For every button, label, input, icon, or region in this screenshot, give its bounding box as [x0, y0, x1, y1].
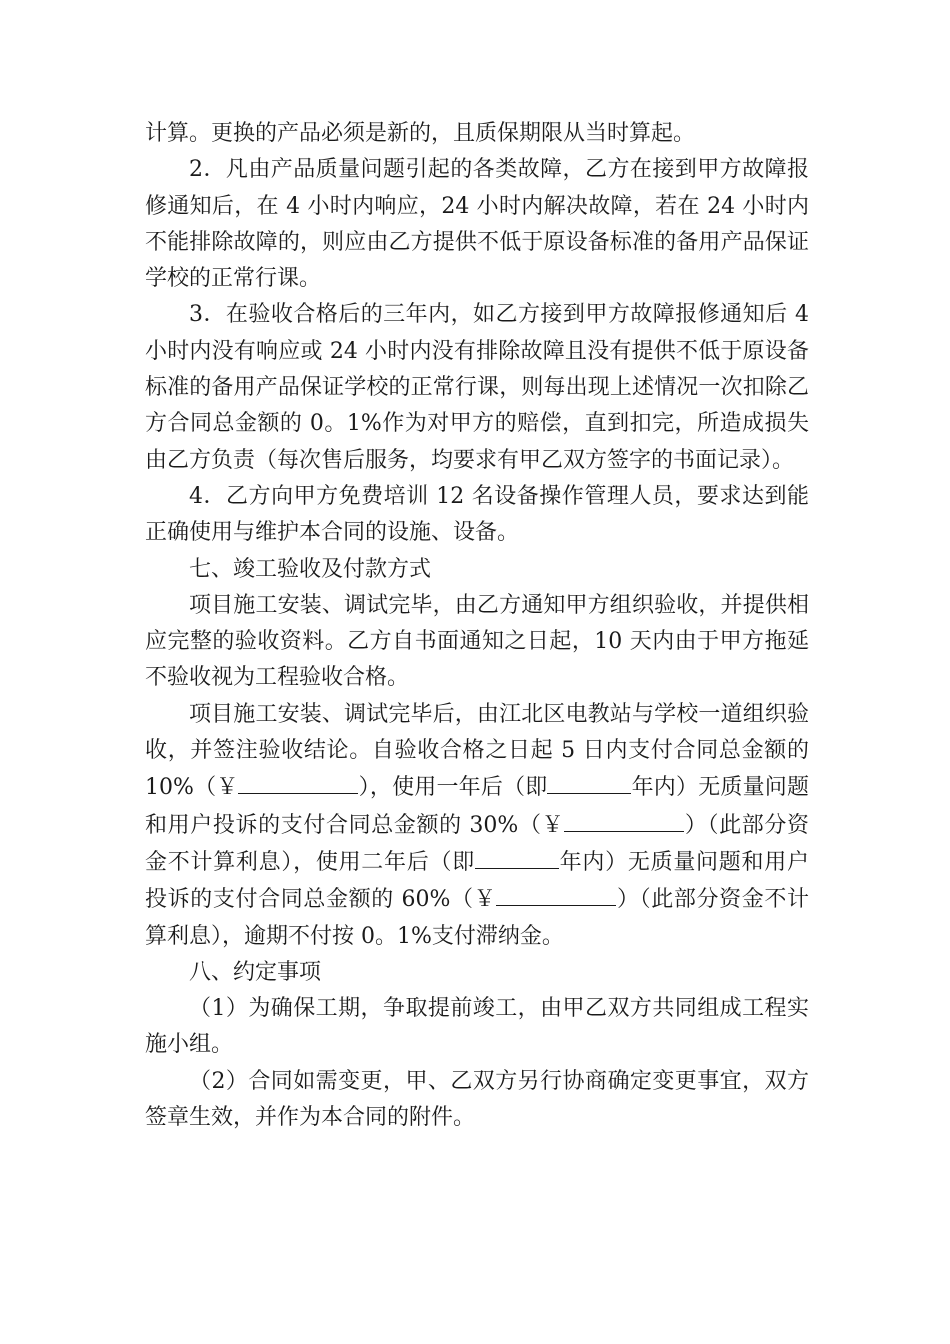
- amount-blank-30pct[interactable]: [564, 807, 684, 832]
- payment-text-4: ）（此部分资金不计算利息），使用二年后（即: [145, 812, 809, 875]
- paragraph-agreement-2: （2）合同如需变更，甲、乙双方另行协商确定变更事宜，双方签章生效，并作为本合同的附件。: [145, 1068, 809, 1131]
- year-blank-2[interactable]: [475, 844, 559, 869]
- paragraph-clause-4: 4．乙方向甲方免费培训 12 名设备操作管理人员，要求达到能正确使用与维护本合同的设施、设备。: [145, 483, 809, 546]
- paragraph-payment: [145, 697, 809, 955]
- amount-blank-60pct[interactable]: [496, 881, 616, 906]
- section-heading-7: 七、竣工验收及付款方式: [189, 556, 432, 582]
- payment-text-2: ），使用一年后（即: [358, 775, 548, 801]
- payment-text-3: 年内）无质量问题和用户投诉的支付合同总金额的 30%（￥: [145, 775, 809, 838]
- amount-blank-10pct[interactable]: [238, 769, 358, 794]
- payment-text-5: 年内）无质量问题和用户投诉的支付合同总金额的 60%（￥: [145, 849, 809, 913]
- paragraph-clause-2: 2．凡由产品质量问题引起的各类故障，乙方在接到甲方故障报修通知后，在 4 小时内响应，24 小时内解决故障，若在 24 小时内不能排除故障的，则应由乙方提供不低于原设备标准的备用产品保证学校的正常行课。: [145, 157, 809, 292]
- payment-text-6: ）（此部分资金不计算利息），逾期不付按 0。1%支付滞纳金。: [145, 887, 809, 949]
- contract-page: [145, 116, 809, 1136]
- payment-text-1: 项目施工安装、调试完毕后，由江北区电教站与学校一道组织验收，并签注验收结论。自验收合格之日起 5 日内支付合同总金额的 10%（￥: [145, 701, 809, 801]
- year-blank-1[interactable]: [547, 769, 631, 794]
- section-heading-8: 八、约定事项: [189, 959, 322, 985]
- paragraph-acceptance: 项目施工安装、调试完毕，由乙方通知甲方组织验收，并提供相应完整的验收资料。乙方自书面通知之日起，10 天内由于甲方拖延不验收视为工程验收合格。: [145, 592, 809, 691]
- paragraph-warranty-end: 计算。更换的产品必须是新的，且质保期限从当时算起。: [145, 121, 696, 146]
- paragraph-clause-3: 3．在验收合格后的三年内，如乙方接到甲方故障报修通知后 4 小时内没有响应或 24 小时内没有排除故障且没有提供不低于原设备标准的备用产品保证学校的正常行课，则每出现上述情况一次扣除乙方合同总金额的 0。1%作为对甲方的赔偿，直到扣完，所造成损失由乙方负责（每次售后服务，均要求有甲乙双方签字的书面记录）。: [145, 302, 809, 473]
- paragraph-agreement-1: （1）为确保工期，争取提前竣工，由甲乙双方共同组成工程实施小组。: [145, 996, 809, 1058]
